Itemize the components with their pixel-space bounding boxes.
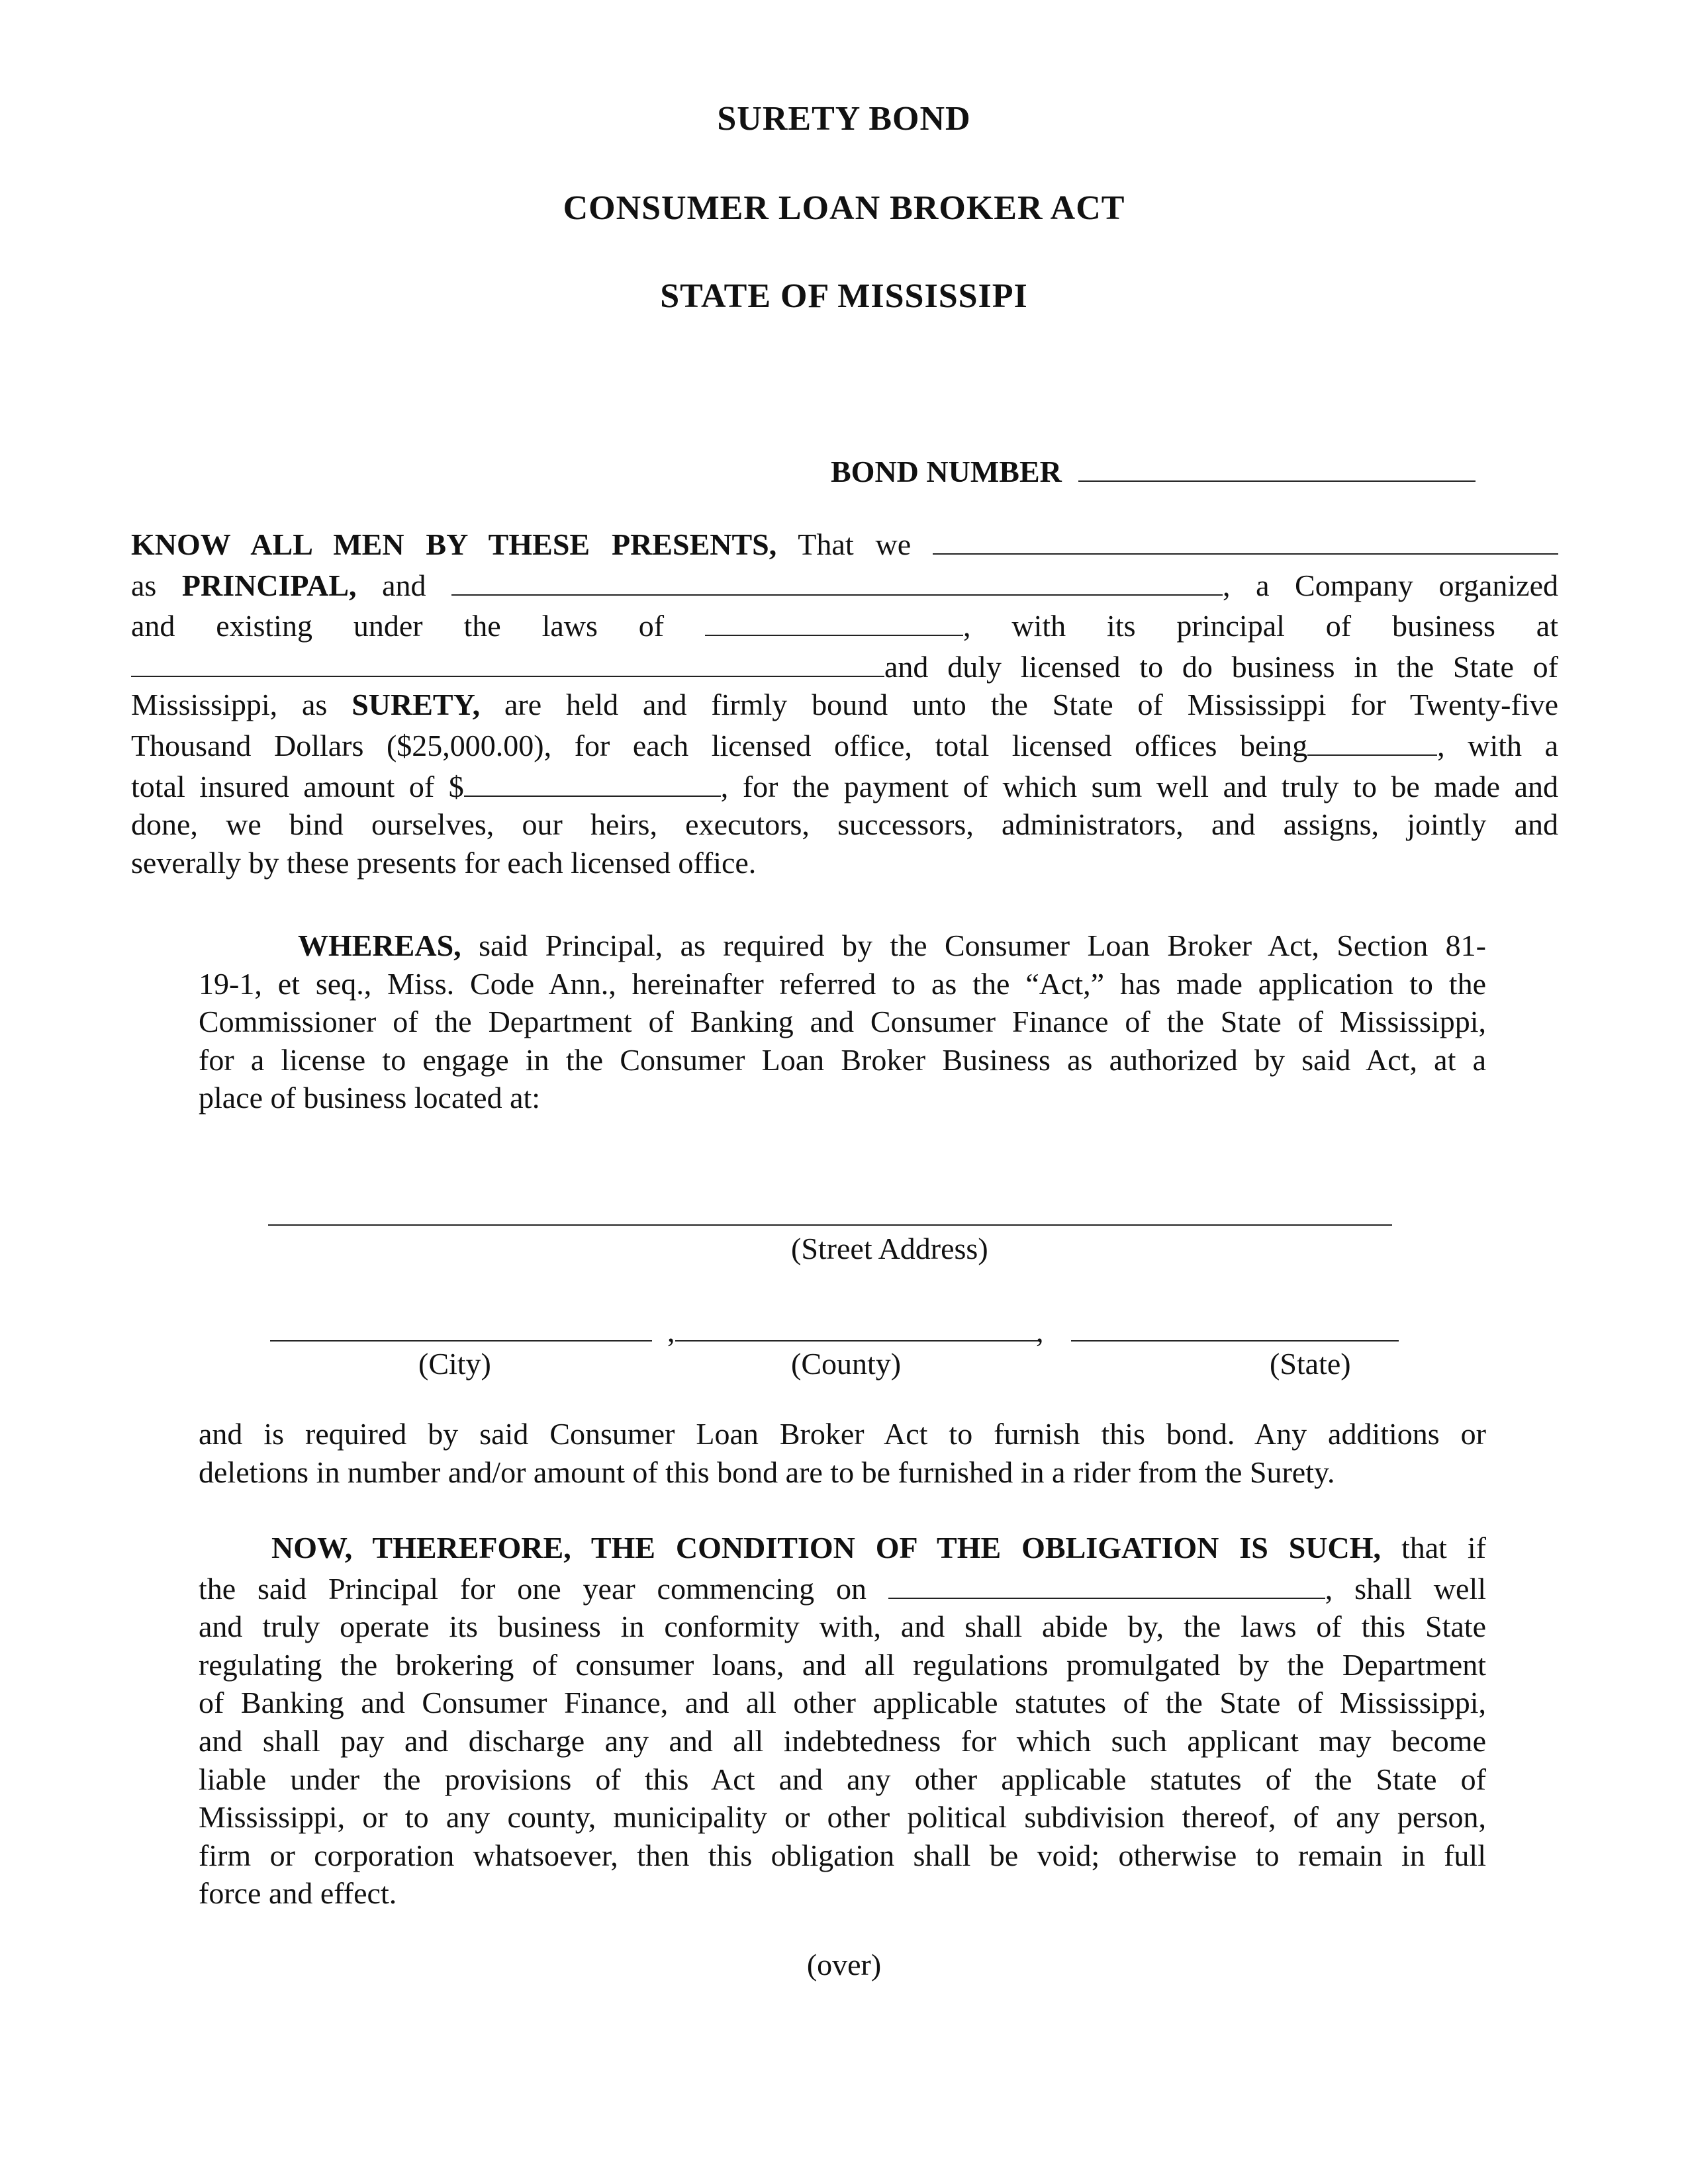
condition-line-2 xyxy=(199,1567,1486,1608)
street-address-caption: (Street Address) xyxy=(791,1232,988,1265)
bond-number-label: BOND NUMBER xyxy=(831,455,1062,488)
condition-line-7: liable under the provisions of this Act and any other applicable statutes of the State of xyxy=(199,1762,1486,1796)
presents-text: , a Company organized xyxy=(1223,568,1558,602)
principal-name-field[interactable] xyxy=(933,523,1558,555)
presents-text: Thousand Dollars ($25,000.00), for each licensed office, total licensed offices being xyxy=(131,728,1308,762)
presents-line-6 xyxy=(131,724,1558,765)
city-caption: (City) xyxy=(418,1347,491,1381)
address-comma: , xyxy=(1036,1314,1044,1348)
presents-line-3 xyxy=(131,604,1558,645)
street-address-field[interactable] xyxy=(268,1224,1392,1226)
commencement-date-field[interactable] xyxy=(888,1567,1325,1599)
state-field[interactable] xyxy=(1071,1340,1399,1342)
document-title: SURETY BOND xyxy=(717,100,971,138)
address-comma: , xyxy=(667,1314,675,1348)
insured-amount-field[interactable] xyxy=(464,765,721,797)
presents-text: Mississippi, as xyxy=(131,688,328,722)
condition-text: the said Principal for one year commencing on xyxy=(199,1571,867,1606)
condition-line-9: firm or corporation whatsoever, then this obligation shall be void; otherwise to remain in full xyxy=(199,1838,1486,1872)
presents-line-7 xyxy=(131,765,1558,806)
additions-line-1: and is required by said Consumer Loan Broker Act to furnish this bond. Any additions or xyxy=(199,1417,1486,1451)
licensed-offices-field[interactable] xyxy=(1307,724,1437,756)
presents-text: as xyxy=(131,568,157,602)
city-field[interactable] xyxy=(270,1340,652,1342)
surety-company-field[interactable] xyxy=(451,564,1223,596)
presents-text: That we xyxy=(798,527,912,561)
additions-paragraph xyxy=(199,1415,1486,1491)
presents-text: , for the payment of which sum well and truly to be made and xyxy=(720,769,1558,803)
condition-text: , shall well xyxy=(1325,1571,1487,1606)
whereas-line-4: for a license to engage in the Consumer Loan Broker Business as authorized by said Act, at a xyxy=(199,1042,1486,1077)
presents-line-9: severally by these presents for each licensed office. xyxy=(131,845,757,880)
condition-line-10: force and effect. xyxy=(199,1876,397,1911)
condition-paragraph xyxy=(199,1529,1486,1913)
over-page-note: (over) xyxy=(806,1948,882,1981)
principal-label: PRINCIPAL, xyxy=(181,568,357,602)
document-state: STATE OF MISSISSIPI xyxy=(660,277,1028,315)
whereas-paragraph xyxy=(199,927,1486,1117)
additions-line-2: deletions in number and/or amount of this bond are to be furnished in a rider from the Surety. xyxy=(199,1455,1335,1489)
presents-text: are held and firmly bound unto the State of Mississippi for Twenty-five xyxy=(504,688,1559,722)
condition-line-4: regulating the brokering of consumer loans, and all regulations promulgated by the Department xyxy=(199,1647,1486,1682)
surety-business-address-field[interactable] xyxy=(131,645,884,677)
condition-line-6: and shall pay and discharge any and all indebtedness for which such applicant may become xyxy=(199,1723,1486,1758)
presents-text: total insured amount of $ xyxy=(131,769,464,803)
condition-heading: NOW, THEREFORE, THE CONDITION OF THE OBLIGATION IS SUCH, xyxy=(271,1531,1382,1565)
condition-line-8: Mississippi, or to any county, municipality or other political subdivision thereof, of any person, xyxy=(199,1800,1486,1835)
presents-text: and duly licensed to do business in the State of xyxy=(884,649,1558,684)
whereas-text: said Principal, as required by the Consumer Loan Broker Act, Section 81- xyxy=(479,929,1486,962)
presents-line-4 xyxy=(131,645,1558,686)
presents-text: and existing under the laws of xyxy=(131,609,665,643)
whereas-line-3: Commissioner of the Department of Banking and Consumer Finance of the State of Mississippi, xyxy=(199,1005,1486,1039)
condition-line-1 xyxy=(199,1529,1486,1567)
whereas-heading: WHEREAS, xyxy=(298,929,461,962)
state-caption: (State) xyxy=(1270,1347,1351,1381)
presents-paragraph xyxy=(131,523,1558,882)
presents-heading: KNOW ALL MEN BY THESE PRESENTS, xyxy=(131,527,777,561)
county-caption: (County) xyxy=(791,1347,902,1381)
presents-text: and xyxy=(382,568,426,602)
condition-line-3: and truly operate its business in conformity with, and shall abide by, the laws of this State xyxy=(199,1610,1486,1644)
whereas-line-2: 19-1, et seq., Miss. Code Ann., hereinafter referred to as the “Act,” has made application to the xyxy=(199,966,1486,1001)
county-field[interactable] xyxy=(675,1340,1041,1342)
whereas-line-5: place of business located at: xyxy=(199,1081,541,1115)
presents-line-5 xyxy=(131,686,1558,724)
presents-text: , with a xyxy=(1437,728,1559,762)
whereas-line-1 xyxy=(199,927,1486,965)
presents-text: , with its principal of business at xyxy=(963,609,1558,643)
presents-line-1 xyxy=(131,523,1558,564)
condition-text: that if xyxy=(1401,1531,1487,1565)
bond-number-row xyxy=(831,450,1476,489)
bond-number-field[interactable] xyxy=(1078,450,1476,482)
presents-line-8: done, we bind ourselves, our heirs, executors, successors, administrators, and assigns, jointly and xyxy=(131,807,1558,842)
governing-laws-field[interactable] xyxy=(705,604,963,636)
surety-label: SURETY, xyxy=(352,688,481,722)
condition-line-5: of Banking and Consumer Finance, and all other applicable statutes of the State of Mississippi, xyxy=(199,1686,1486,1720)
document-subtitle: CONSUMER LOAN BROKER ACT xyxy=(563,189,1125,227)
presents-line-2 xyxy=(131,564,1558,605)
